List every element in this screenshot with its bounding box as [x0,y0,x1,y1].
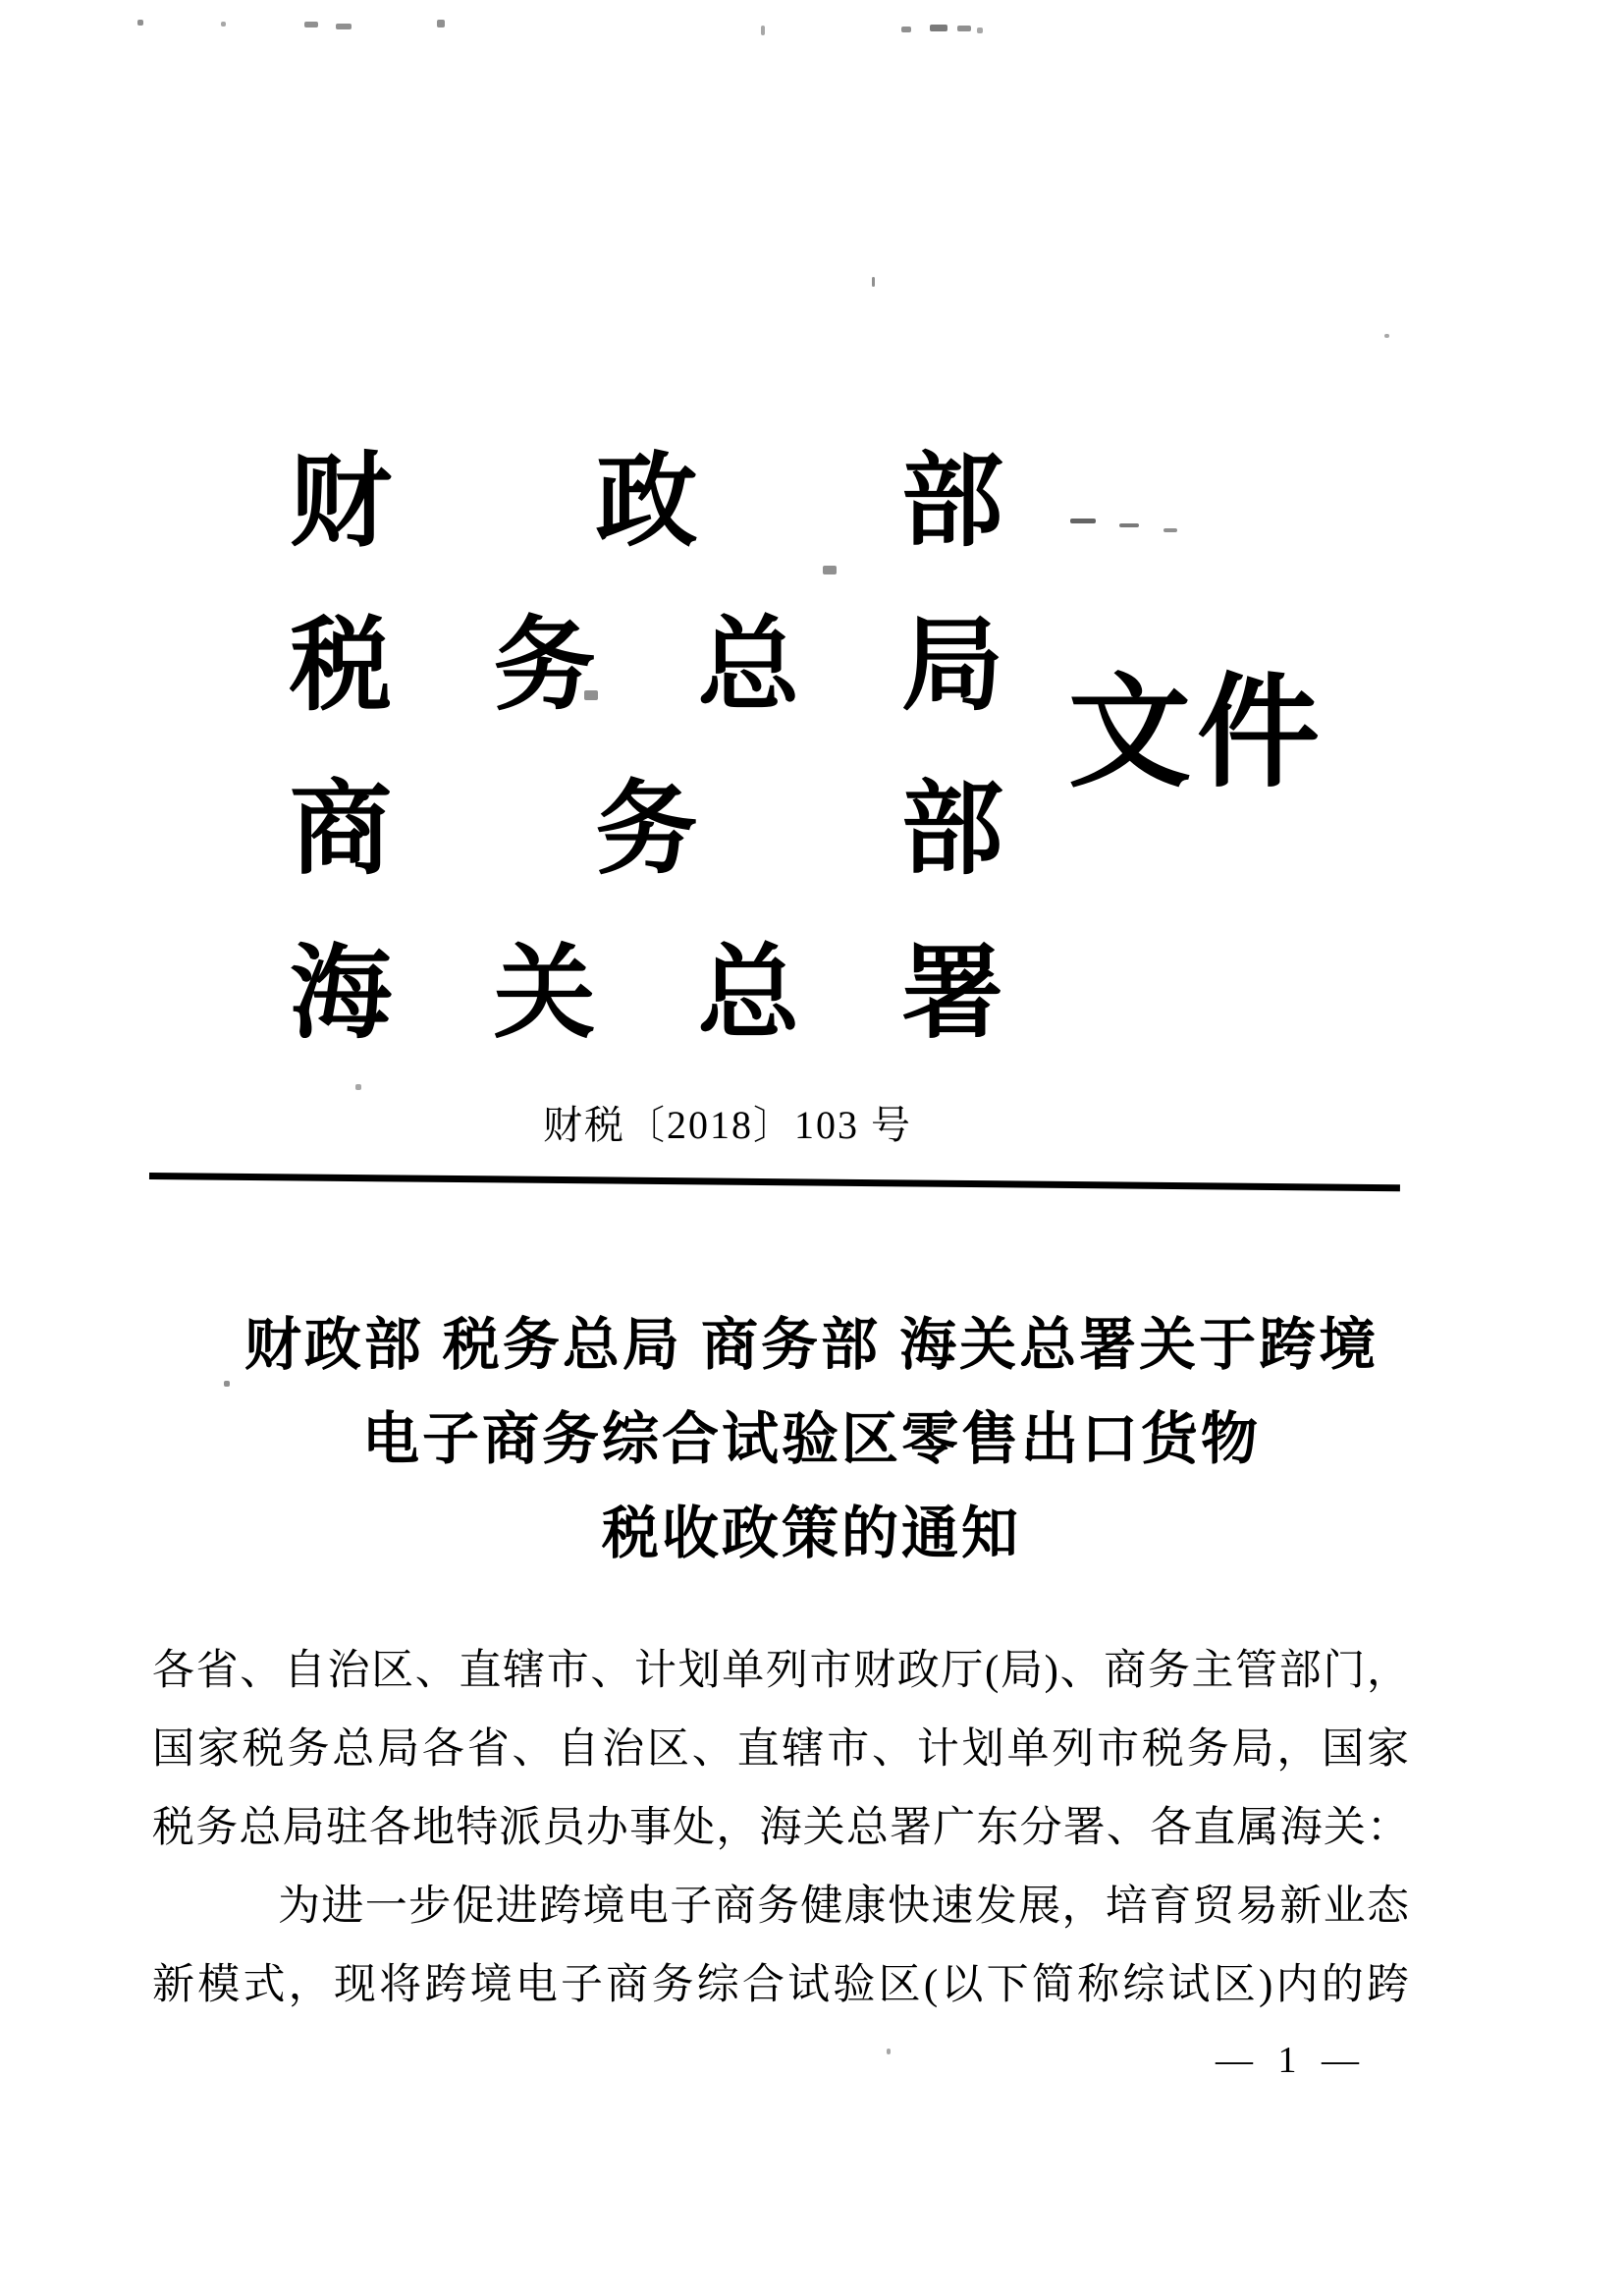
scan-speck [957,26,971,31]
letterhead-agency-row-shuiwuzongju [290,610,1003,778]
scan-speck [930,25,947,31]
agency-char: 商 [290,774,393,887]
scan-speck [1163,528,1177,532]
doc-number: 财税〔2018〕103 号 [543,1103,912,1147]
agency-char: 关 [493,938,596,1051]
scan-speck [1384,334,1389,338]
agency-char: 总 [697,610,800,723]
body-line: 各省、自治区、直辖市、计划单列市财政厅(局)、商务主管部门， [152,1648,1409,1694]
scan-speck [901,27,911,32]
wenjian-mark: 文件 [1068,667,1325,802]
agency-char: 局 [900,610,1003,723]
scan-speck [1070,519,1096,523]
scan-speck [336,24,352,29]
title-line: 财政部 税务总局 商务部 海关总署关于跨境 [243,1313,1380,1377]
scan-speck [437,20,445,27]
divider-rule [149,1173,1400,1191]
body-line: 新模式，现将跨境电子商务综合试验区(以下简称综试区)内的跨 [152,1962,1409,2008]
scan-speck [221,22,226,27]
agency-char: 务 [595,774,698,887]
scan-speck [1119,523,1139,527]
scan-speck [304,22,318,27]
letterhead-agency-row-shangwubu [290,774,1003,942]
body-line: 为进一步促进跨境电子商务健康快速发展，培育贸易新业态 [278,1884,1409,1930]
title-line: 税收政策的通知 [601,1502,1021,1565]
letterhead-agency-row-haiguanzongshu [290,938,1003,1106]
letterhead-agency-row-caizhengbu [290,446,1003,614]
scan-speck [761,26,765,35]
scan-speck [872,277,875,287]
document-body [152,1632,1409,2025]
letterhead-agencies [290,446,1003,1106]
body-line: 国家税务总局各省、自治区、直辖市、计划单列市税务局，国家 [152,1726,1409,1773]
agency-char: 署 [900,938,1003,1051]
agency-char: 务 [493,610,596,723]
title-line: 电子商务综合试验区零售出口货物 [361,1407,1261,1471]
agency-char: 海 [290,938,393,1051]
agency-char: 部 [900,446,1003,559]
document-title [0,1298,1623,1581]
agency-char: 财 [290,446,393,559]
agency-char: 政 [595,446,698,559]
agency-char: 总 [697,938,800,1051]
agency-char: 部 [900,774,1003,887]
scan-speck [887,2049,891,2054]
scan-speck [137,20,143,26]
body-line: 税务总局驻各地特派员办事处，海关总署广东分署、各直属海关： [152,1805,1409,1851]
page-number: — 1 — [1216,2040,1367,2081]
scan-speck [977,27,983,33]
agency-char: 税 [290,610,393,723]
